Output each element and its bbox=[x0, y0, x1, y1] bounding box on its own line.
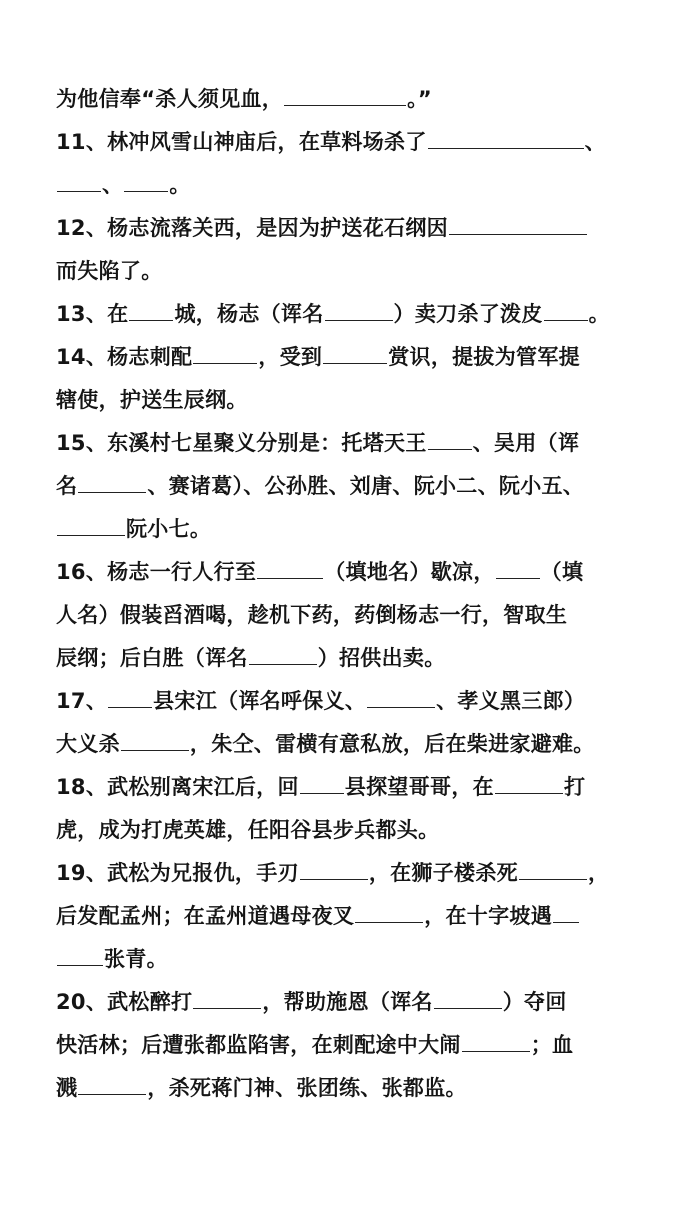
text-segment: 、吴用（诨 bbox=[472, 431, 580, 455]
answer-blank[interactable] bbox=[284, 79, 406, 106]
text-line bbox=[56, 164, 624, 207]
answer-blank[interactable] bbox=[78, 1068, 146, 1095]
text-segment: （填 bbox=[540, 560, 584, 584]
answer-blank[interactable] bbox=[108, 681, 152, 708]
text-segment: 为他信奉“杀人须见血， bbox=[56, 87, 284, 111]
text-line bbox=[56, 379, 624, 422]
answer-blank[interactable] bbox=[367, 681, 435, 708]
text-segment: 名 bbox=[56, 474, 78, 498]
answer-blank[interactable] bbox=[496, 552, 540, 579]
text-segment: 赏识，提拔为管军提 bbox=[388, 345, 580, 369]
text-line bbox=[56, 938, 624, 981]
text-segment: 打 bbox=[563, 775, 586, 799]
answer-blank[interactable] bbox=[519, 853, 587, 880]
text-segment: 辖使，护送生辰纲。 bbox=[56, 388, 248, 412]
text-segment: 大义杀 bbox=[56, 732, 120, 756]
text-segment: 14、杨志刺配 bbox=[56, 345, 193, 369]
text-segment: 、 bbox=[584, 130, 606, 154]
text-segment: 溅 bbox=[56, 1076, 78, 1100]
text-line bbox=[56, 465, 624, 508]
answer-blank[interactable] bbox=[428, 423, 472, 450]
answer-blank[interactable] bbox=[57, 165, 101, 192]
text-segment: 16、杨志一行人行至 bbox=[56, 560, 257, 584]
answer-blank[interactable] bbox=[544, 294, 588, 321]
answer-blank[interactable] bbox=[325, 294, 393, 321]
answer-blank[interactable] bbox=[495, 767, 563, 794]
text-segment: 、孝义黑三郎） bbox=[436, 689, 586, 713]
worksheet bbox=[56, 78, 624, 1110]
text-segment: 而失陷了。 bbox=[56, 259, 163, 283]
text-segment: ）卖刀杀了泼皮 bbox=[393, 302, 543, 326]
text-segment: 。 bbox=[169, 173, 191, 197]
text-segment: 12、杨志流落关西，是因为护送花石纲因 bbox=[56, 216, 448, 240]
text-line bbox=[56, 551, 624, 594]
text-segment: 18、武松别离宋江后，回 bbox=[56, 775, 299, 799]
text-segment: 人名）假装舀酒喝，趁机下药，药倒杨志一行，智取生 bbox=[56, 603, 568, 627]
text-segment: 张青。 bbox=[104, 947, 168, 971]
text-segment: 19、武松为兄报仇，手刃 bbox=[56, 861, 299, 885]
answer-blank[interactable] bbox=[129, 294, 173, 321]
text-segment: ）夺回 bbox=[502, 990, 567, 1014]
text-segment: 辰纲；后白胜（诨名 bbox=[56, 646, 248, 670]
text-segment: ，朱仝、雷横有意私放，后在柴进家避难。 bbox=[189, 732, 595, 756]
text-line bbox=[56, 637, 624, 680]
answer-blank[interactable] bbox=[300, 853, 368, 880]
text-line bbox=[56, 1067, 624, 1110]
text-segment: ，在十字坡遇 bbox=[424, 904, 553, 928]
text-line bbox=[56, 293, 624, 336]
text-line bbox=[56, 121, 624, 164]
text-segment: ）招供出卖。 bbox=[317, 646, 446, 670]
answer-blank[interactable] bbox=[249, 638, 317, 665]
text-segment: 。” bbox=[407, 87, 433, 111]
text-segment: 阮小七。 bbox=[126, 517, 212, 541]
text-segment: 20、武松醉打 bbox=[56, 990, 193, 1014]
text-line bbox=[56, 250, 624, 293]
answer-blank[interactable] bbox=[323, 337, 387, 364]
answer-blank[interactable] bbox=[193, 982, 261, 1009]
text-segment: 县探望哥哥，在 bbox=[344, 775, 494, 799]
text-line bbox=[56, 766, 624, 809]
answer-blank[interactable] bbox=[553, 896, 579, 923]
text-segment: ；血 bbox=[530, 1033, 574, 1057]
answer-blank[interactable] bbox=[78, 466, 146, 493]
text-segment: 15、东溪村七星聚义分别是：托塔天王 bbox=[56, 431, 427, 455]
text-segment: （填地名）歇凉， bbox=[324, 560, 495, 584]
answer-blank[interactable] bbox=[449, 208, 587, 235]
text-line bbox=[56, 594, 624, 637]
text-segment: 13、在 bbox=[56, 302, 129, 326]
text-segment: 17、 bbox=[56, 689, 108, 713]
text-line bbox=[56, 207, 624, 250]
text-line bbox=[56, 852, 624, 895]
answer-blank[interactable] bbox=[462, 1025, 530, 1052]
text-segment: 后发配孟州；在孟州道遇母夜叉 bbox=[56, 904, 355, 928]
text-segment: ，在狮子楼杀死 bbox=[368, 861, 518, 885]
text-segment: ， bbox=[587, 861, 610, 885]
text-line bbox=[56, 680, 624, 723]
answer-blank[interactable] bbox=[300, 767, 344, 794]
text-segment: 。 bbox=[588, 302, 610, 326]
text-segment: 快活林；后遭张都监陷害，在刺配途中大闹 bbox=[56, 1033, 461, 1057]
answer-blank[interactable] bbox=[124, 165, 168, 192]
text-line bbox=[56, 508, 624, 551]
text-line bbox=[56, 1024, 624, 1067]
text-line bbox=[56, 723, 624, 766]
text-line bbox=[56, 336, 624, 379]
answer-blank[interactable] bbox=[434, 982, 502, 1009]
text-segment: 虎，成为打虎英雄，任阳谷县步兵都头。 bbox=[56, 818, 440, 842]
text-line bbox=[56, 895, 624, 938]
text-line bbox=[56, 981, 624, 1024]
text-segment: 、赛诸葛）、公孙胜、刘唐、阮小二、阮小五、 bbox=[147, 474, 585, 498]
answer-blank[interactable] bbox=[57, 509, 125, 536]
text-segment: 城，杨志（诨名 bbox=[174, 302, 324, 326]
text-line bbox=[56, 78, 624, 121]
answer-blank[interactable] bbox=[57, 939, 103, 966]
answer-blank[interactable] bbox=[428, 122, 584, 149]
answer-blank[interactable] bbox=[355, 896, 423, 923]
text-segment: ，受到 bbox=[258, 345, 323, 369]
answer-blank[interactable] bbox=[257, 552, 323, 579]
answer-blank[interactable] bbox=[121, 724, 189, 751]
text-segment: 县宋江（诨名呼保义、 bbox=[153, 689, 367, 713]
answer-blank[interactable] bbox=[193, 337, 257, 364]
text-segment: ，帮助施恩（诨名 bbox=[262, 990, 433, 1014]
text-line bbox=[56, 809, 624, 852]
text-segment: ，杀死蒋门神、张团练、张都监。 bbox=[147, 1076, 467, 1100]
text-line bbox=[56, 422, 624, 465]
text-segment: 11、林冲风雪山神庙后，在草料场杀了 bbox=[56, 130, 427, 154]
text-segment: 、 bbox=[102, 173, 124, 197]
